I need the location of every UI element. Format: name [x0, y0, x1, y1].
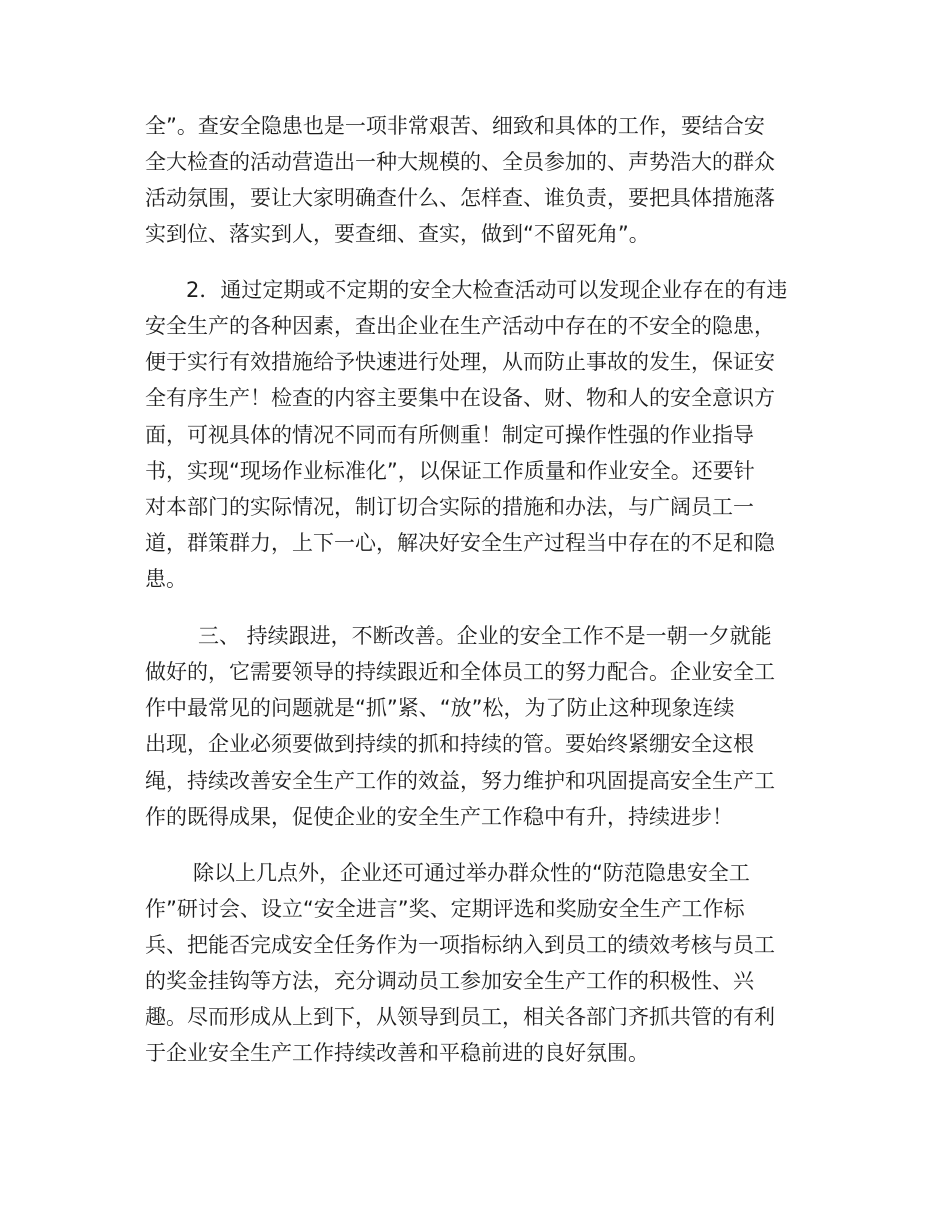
text-line: 全有序生产！检查的内容主要集中在设备、财、物和人的安全意识方 [145, 386, 775, 410]
text-line: 患。 [145, 567, 187, 591]
text-line: 三、 持续跟进，不断改善。企业的安全工作不是一朝一夕就能 [198, 624, 772, 648]
text-line: 活动氛围，要让大家明确查什么、怎样查、谁负责，要把具体措施落 [145, 186, 775, 210]
text-line: 的奖金挂钩等方法，充分调动员工参加安全生产工作的积极性、兴 [145, 969, 754, 993]
text-line: 作”研讨会、设立“安全进言”奖、定期评选和奖励安全生产工作标 [145, 897, 745, 921]
text-line: 趣。尽而形成从上到下，从领导到员工，相关各部门齐抓共管的有利 [145, 1005, 775, 1029]
text-line: 绳，持续改善安全生产工作的效益，努力维护和巩固提高安全生产工 [145, 769, 775, 793]
text-line: 除以上几点外，企业还可通过举办群众性的“防范隐患安全工 [193, 861, 750, 885]
text-line: 道，群策群力，上下一心，解决好安全生产过程当中存在的不足和隐 [145, 531, 775, 555]
text-line: 实到位、落实到人，要查细、查实，做到“不留死角”。 [145, 222, 650, 246]
text-line: 安全生产的各种因素，查出企业在生产活动中存在的不安全的隐患， [145, 314, 775, 338]
text-line: 兵、把能否完成安全任务作为一项指标纳入到员工的绩效考核与员工 [145, 933, 775, 957]
text-line: 面，可视具体的情况不同而有所侧重！制定可操作性强的作业指导 [145, 423, 754, 447]
text-line: 作的既得成果，促使企业的安全生产工作稳中有升，持续进步！ [145, 805, 733, 829]
text-line: 做好的，它需要领导的持续跟近和全体员工的努力配合。企业安全工 [145, 660, 775, 684]
text-line: 2．通过定期或不定期的安全大检查活动可以发现企业存在的有违 [186, 278, 788, 302]
text-line: 作中最常见的问题就是“抓”紧、“放”松，为了防止这种现象连续 [145, 696, 735, 720]
text-line: 对本部门的实际情况，制订切合实际的措施和办法，与广阔员工一 [145, 495, 754, 519]
text-line: 书，实现“现场作业标准化”，以保证工作质量和作业安全。还要针 [145, 459, 755, 483]
text-line: 出现，企业必须要做到持续的抓和持续的管。要始终紧绷安全这根 [145, 732, 754, 756]
text-line: 于企业安全生产工作持续改善和平稳前进的良好氛围。 [145, 1041, 649, 1065]
text-line: 全大检查的活动营造出一种大规模的、全员参加的、声势浩大的群众 [145, 150, 775, 174]
text-line: 全”。查安全隐患也是一项非常艰苦、细致和具体的工作，要结合安 [145, 114, 765, 138]
text-line: 便于实行有效措施给予快速进行处理，从而防止事故的发生，保证安 [145, 350, 775, 374]
